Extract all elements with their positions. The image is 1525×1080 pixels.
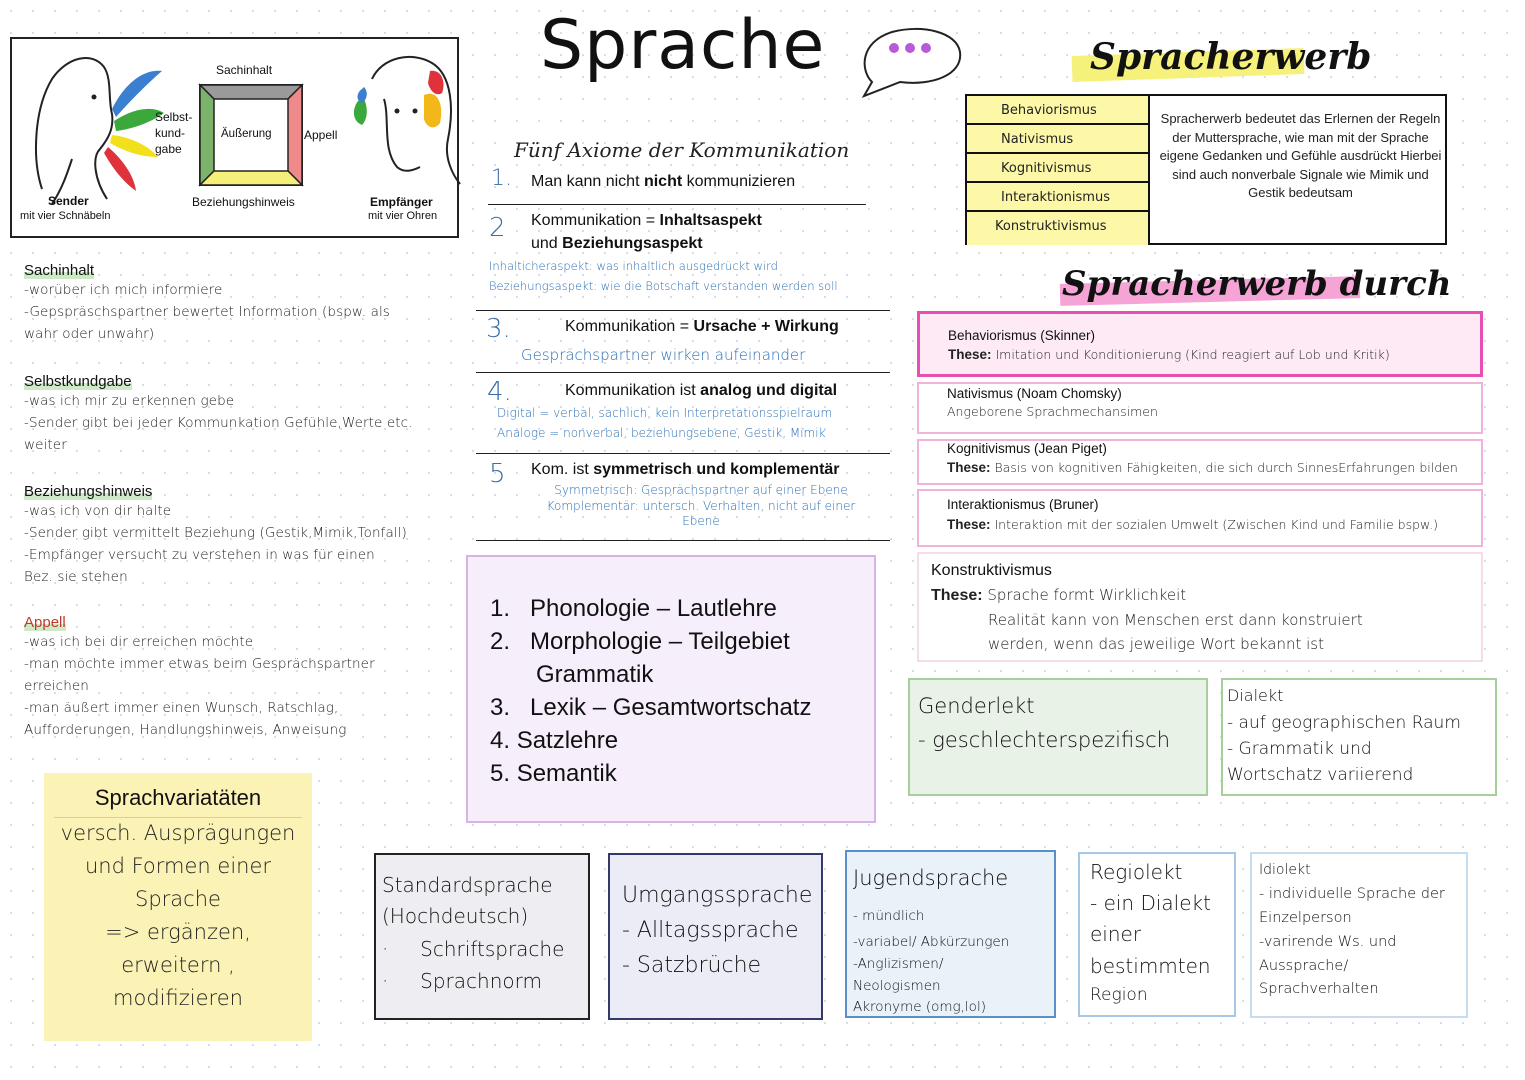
regiolekt-box: [1078, 852, 1236, 1017]
spracherwerb-table: [965, 94, 1447, 245]
text-line: Aufforderungen, Handlungshinweis, Anweisung: [24, 722, 347, 738]
theory-cell: Nativismus: [967, 125, 1150, 154]
text-line: => ergänzen,: [105, 920, 251, 944]
list-item: 3. Lexik – Gesamtwortschatz: [490, 694, 812, 721]
beak-yellow-icon: [110, 135, 158, 157]
text-line: Sprache: [135, 887, 221, 911]
spracherwerb-definition: Spracherwerb bedeutet das Erlernen der Regeln der Muttersprache, wie man mit der Sprache eigene Gedanken und Gefühle ausdrückt Hierbei sind auch nonverbale Signale wie Mimik und Gestik bedeutsam: [1159, 111, 1442, 200]
section-sachinhalt: [24, 262, 444, 345]
model-label-empfaenger: Empfänger: [370, 195, 433, 209]
section-selbstkundgabe: [24, 373, 444, 456]
ear-yellow-icon: [424, 94, 441, 128]
text-line: wahr oder unwahr): [24, 326, 155, 342]
theory-box-konstruktivismus: [917, 552, 1483, 662]
list-item: Grammatik: [536, 661, 654, 688]
idiolekt-title: Idiolekt: [1259, 862, 1311, 878]
text-line: erweitern ,: [121, 953, 235, 977]
text-line: - auf geographischen Raum: [1227, 713, 1461, 733]
text-line: - mündlich: [853, 908, 925, 924]
text-line: Akronyme (omg,lol): [853, 999, 986, 1015]
page-title: Sprache: [540, 6, 826, 85]
axiom-1-text: Man kann nicht nicht kommunizieren: [531, 173, 796, 190]
theory-text: Angeborene Sprachmechansimen: [947, 404, 1158, 419]
list-item: 2. Morphologie – Teilgebiet: [490, 628, 790, 655]
theory-title: Kognitivismus (Jean Piget): [947, 441, 1107, 456]
text-line: Bez. sie stehen: [24, 569, 128, 585]
text-line: · Sprachnorm: [382, 969, 542, 993]
linguistics-box: [466, 555, 876, 823]
axiom-divider: [476, 453, 890, 454]
text-line: und Formen einer: [84, 854, 272, 878]
variation-text: [44, 817, 312, 1015]
theory-cell: Konstruktivismus: [967, 212, 1150, 245]
text-line: weiter: [24, 437, 67, 453]
text-line: Umgangssprache: [622, 883, 813, 908]
axiom-divider: [476, 540, 890, 541]
text-line: -was ich mir zu erkennen gebe: [24, 393, 235, 409]
theory-text: werden, wenn das jeweilige Wort bekannt ist: [988, 635, 1324, 653]
text-line: bestimmten: [1090, 954, 1211, 978]
axiom-4-number: 4.: [487, 377, 512, 407]
model-label-receiver-sub: mit vier Ohren: [368, 210, 438, 222]
axiom-divider: [476, 372, 890, 373]
text-line: (Hochdeutsch): [382, 904, 529, 928]
text-line: -Sender gibt bei jeder Kommunkation Gefühle,Werte etc.: [24, 415, 413, 431]
text-line: Sprachverhalten: [1259, 981, 1379, 997]
dialekt-title: Dialekt: [1227, 686, 1284, 705]
model-label-selbstkundgabe: Selbst- kund- gabe: [155, 110, 193, 156]
axiom-4-sub1: Digital = verbal, sachlich, kein Interpretationsspielraum: [497, 406, 833, 420]
heading-appell: Appell: [24, 614, 66, 631]
text-line: -Anglizismen/: [853, 956, 944, 972]
text-line: modifizieren: [113, 986, 243, 1010]
spracherwerb-heading: Spracherwerb: [1090, 36, 1372, 78]
durch-heading: Spracherwerb durch: [1062, 264, 1452, 304]
model-label-appell: Appell: [304, 128, 338, 142]
text-line: -Sender gibt vermittelt Beziehung (Gestik,Mimik,Tonfall): [24, 525, 407, 541]
standardsprache-box: [374, 853, 590, 1020]
model-label-sachinhalt: Sachinhalt: [216, 63, 273, 77]
text-line: -worüber ich mich informiere: [24, 282, 223, 298]
genderlekt-text: - geschlechterspezifisch: [918, 728, 1171, 752]
theory-box-kognitivismus: [917, 439, 1483, 485]
theory-text: These: Imitation und Konditionierung (Kind reagiert auf Lob und Kritik): [948, 347, 1390, 362]
axiom-2-line2: und Beziehungsaspekt: [531, 235, 703, 252]
text-line: -man äußert immer einen Wunsch, Ratschlag,: [24, 700, 339, 716]
theory-box-nativismus: [917, 382, 1483, 434]
four-sides-model: [10, 37, 459, 238]
text-line: - individuelle Sprache der: [1259, 886, 1445, 902]
square-top-side: [200, 85, 302, 99]
text-line: -Gepspräschspartner bewertet Information (bspw. als: [24, 304, 390, 320]
theory-title: Behaviorismus (Skinner): [948, 328, 1096, 343]
ear-red-icon: [428, 71, 444, 94]
text-line: - Alltagssprache: [622, 918, 799, 943]
heading-selbstkundgabe: Selbstkundgabe: [24, 373, 132, 390]
axiom-5-sub2: Komplementär: untersch. Verhalten, nicht auf einer: [546, 499, 856, 513]
model-label-sender-sub: mit vier Schnäbeln: [20, 210, 111, 222]
heading-sachinhalt: Sachinhalt: [24, 262, 95, 279]
sender-face-icon: [36, 58, 112, 199]
axiom-3-text: Kommunikation = Ursache + Wirkung: [565, 318, 839, 335]
heading-beziehungshinweis: Beziehungshinweis: [24, 483, 153, 500]
text-line: Wortschatz variierend: [1227, 765, 1414, 785]
text-line: -variabel/ Abkürzungen: [853, 934, 1010, 950]
theory-box-interaktionismus: [917, 489, 1483, 547]
section-appell: [24, 614, 444, 741]
axiom-divider: [488, 204, 866, 205]
text-line: Neologismen: [853, 978, 941, 994]
axiom-5-sub3: Ebene: [682, 514, 720, 528]
list-item: 1. Phonologie – Lautlehre: [490, 595, 777, 622]
text-line: -was ich von dir halte: [24, 503, 172, 519]
section-beziehungshinweis: [24, 483, 444, 588]
axiom-2-line1: Kommunikation = Inhaltsaspekt: [531, 212, 762, 229]
beak-red-icon: [104, 147, 136, 191]
umgangssprache-box: [608, 853, 823, 1020]
axiom-5-number: 5: [489, 459, 506, 489]
theory-box-behaviorismus: [917, 311, 1483, 377]
theory-cell: Behaviorismus: [967, 96, 1150, 125]
axiom-2-sub1: Inhalticheraspekt: was inhaltlich ausgedrückt wird: [489, 259, 778, 273]
text-line: Aussprache/: [1259, 958, 1349, 974]
axiom-3-number: 3.: [486, 314, 511, 344]
axiom-3-sub1: Gesprächspartner wirken aufeinander: [521, 346, 806, 364]
axiom-4-sub2: Analoge = nonverbal, beziehungsebene, Gestik, Mimik: [497, 426, 826, 440]
text-line: einer: [1090, 922, 1142, 946]
axiom-2-sub2: Beziehungsaspekt: wie die Botschaft verstanden werden soll: [489, 279, 838, 293]
text-line: -man möchte immer etwas beim Gesprächspartner: [24, 656, 375, 672]
receiver-face-icon: [372, 57, 460, 184]
speech-bubble-icon: [852, 20, 967, 100]
text-line: -varirende Ws. und: [1259, 934, 1397, 950]
theory-cell: Kognitivismus: [967, 154, 1150, 183]
square-left-side: [200, 85, 214, 185]
text-line: Region: [1090, 985, 1148, 1005]
axiom-5-sub1: Symmetrisch: Gesprächspartner auf einer Ebene: [554, 483, 848, 497]
ear-blue-icon: [358, 87, 367, 103]
list-item: 5. Semantik: [490, 760, 617, 787]
axioms-heading: Fünf Axiome der Kommunikation: [514, 138, 850, 162]
text-line: Einzelperson: [1259, 910, 1352, 926]
text-line: -Empfänger versucht zu verstehen in was für einen: [24, 547, 375, 563]
text-line: - Grammatik und: [1227, 739, 1372, 759]
square-bottom-side: [200, 171, 302, 185]
theory-title: Interaktionismus (Bruner): [947, 497, 1099, 512]
text-line: - ein Dialekt: [1090, 891, 1211, 915]
theory-cell: Interaktionismus: [967, 183, 1150, 212]
model-label-sender: Sender: [48, 194, 89, 208]
idiolekt-box: [1250, 852, 1468, 1018]
text-line: Standardsprache: [382, 873, 553, 897]
ear-green-icon: [354, 99, 367, 125]
text-line: -was ich bei dir erreichen möchte: [24, 634, 254, 650]
variation-box: [44, 773, 312, 1041]
model-label-beziehungshinweis: Beziehungshinweis: [192, 195, 295, 209]
model-label-aeusserung: Äußerung: [221, 128, 272, 140]
jugendsprache-box: [845, 850, 1056, 1018]
axiom-4-text: Kommunikation ist analog und digital: [565, 382, 838, 399]
text-line: · Schriftsprache: [382, 937, 565, 961]
theory-text: These: Basis von kognitiven Fähigkeiten, die sich durch SinnesErfahrungen bilden: [947, 460, 1458, 475]
text-line: versch. Ausprägungen: [60, 821, 296, 845]
genderlekt-box: [908, 678, 1208, 796]
theory-title: Nativismus (Noam Chomsky): [947, 386, 1122, 401]
list-item: 4. Satzlehre: [490, 727, 619, 754]
theory-text: These: Sprache formt Wirklichkeit: [931, 586, 1187, 604]
dialekt-box: [1221, 678, 1497, 796]
text-line: erreichen: [24, 678, 89, 694]
axiom-5-text: Kom. ist symmetrisch und komplementär: [531, 461, 840, 478]
theory-text: These: Interaktion mit der sozialen Umwelt (Zwischen Kind und Familie bspw.): [947, 517, 1438, 532]
text-line: - Satzbrüche: [622, 953, 762, 978]
theory-title: Konstruktivismus: [931, 562, 1052, 579]
genderlekt-title: Genderlekt: [918, 694, 1035, 718]
jugend-title: Jugendsprache: [853, 866, 1009, 890]
axiom-2-number: 2: [489, 213, 506, 243]
text-line: Regiolekt: [1090, 860, 1183, 884]
axiom-divider: [476, 310, 890, 311]
variation-heading: Sprachvariatäten: [94, 785, 262, 810]
axiom-1-number: 1.: [491, 166, 512, 191]
theory-text: Realität kann von Menschen erst dann konstruiert: [988, 611, 1363, 629]
square-right-side: [288, 85, 302, 185]
